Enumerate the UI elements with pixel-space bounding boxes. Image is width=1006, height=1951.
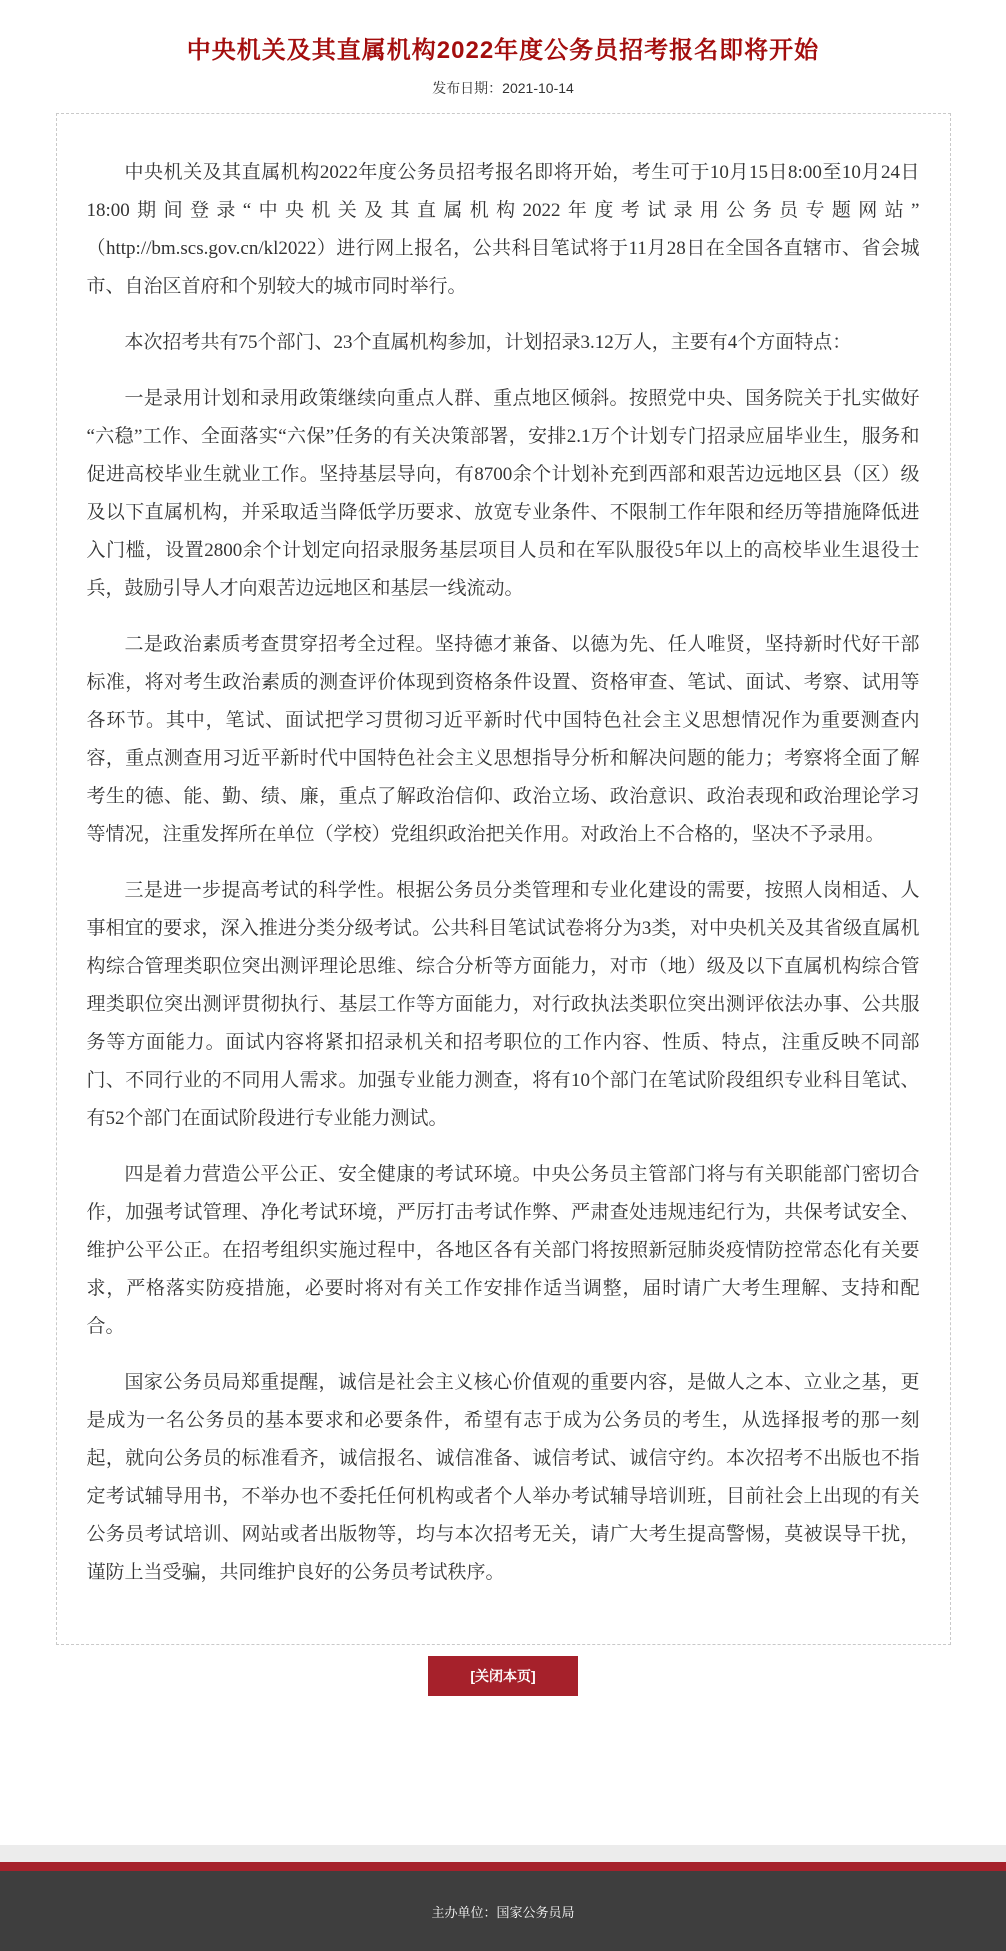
page-title: 中央机关及其直属机构2022年度公务员招考报名即将开始 bbox=[186, 37, 820, 64]
article-paragraph: 国家公务员局郑重提醒，诚信是社会主义核心价值观的重要内容，是做人之本、立业之基，更是成为一名公务员的基本要求和必要条件，希望有志于成为公务员的考生，从选择报考的那一刻起，就向公务员的标准看齐，诚信报名、诚信准备、诚信考试、诚信守约。本次招考不出版也不指定考试辅导用书，不举办也不委托任何机构或者个人举办考试辅导培训班，目前社会上出现的有关公务员考试培训、网站或者出版物等，均与本次招考无关，请广大考生提高警惕，莫被误导干扰，谨防上当受骗，共同维护良好的公务员考试秩序。 bbox=[86, 1372, 920, 1583]
close-page-button[interactable]: [关闭本页] bbox=[428, 1656, 578, 1696]
article-paragraph: 二是政治素质考查贯穿招考全过程。坚持德才兼备、以德为先、任人唯贤，坚持新时代好干部标准，将对考生政治素质的测查评价体现到资格条件设置、资格审查、笔试、面试、考察、试用等各环节。其中，笔试、面试把学习贯彻习近平新时代中国特色社会主义思想情况作为重要测查内容，重点测查用习近平新时代中国特色社会主义思想指导分析和解决问题的能力；考察将全面了解考生的德、能、勤、绩、廉，重点了解政治信仰、政治立场、政治意识、政治表现和政治理论学习等情况，注重发挥所在单位（学校）党组织政治把关作用。对政治上不合格的，坚决不予录用。 bbox=[86, 634, 920, 845]
publish-date: 发布日期：2021-10-14 bbox=[432, 80, 574, 96]
article-paragraph: 本次招考共有75个部门、23个直属机构参加，计划招录3.12万人，主要有4个方面特点： bbox=[124, 332, 852, 353]
article-paragraph: 三是进一步提高考试的科学性。根据公务员分类管理和专业化建设的需要，按照人岗相适、人事相宜的要求，深入推进分类分级考试。公共科目笔试试卷将分为3类，对中央机关及其省级直属机构综合管理类职位突出测评理论思维、综合分析等方面能力，对市（地）级及以下直属机构综合管理类职位突出测评贯彻执行、基层工作等方面能力，对行政执法类职位突出测评依法办事、公共服务等方面能力。面试内容将紧扣招录机关和招考职位的工作内容、性质、特点，注重反映不同部门、不同行业的不同用人需求。加强专业能力测查，将有10个部门在笔试阶段组织专业科目笔试、有52个部门在面试阶段进行专业能力测试。 bbox=[86, 880, 920, 1129]
footer-organizer: 主办单位：国家公务员局 bbox=[431, 1904, 575, 1920]
footer-gray-divider bbox=[0, 1845, 1006, 1862]
article-paragraph: 中央机关及其直属机构2022年度公务员招考报名即将开始，考生可于10月15日8:00至10月24日18:00期间登录“中央机关及其直属机构2022年度考试录用公务员专题网站”（http://bm.scs.gov.cn/kl2022）进行网上报名，公共科目笔试将于11月28日在全国各直辖市、省会城市、自治区首府和个别较大的城市同时举行。 bbox=[86, 162, 920, 297]
page-footer bbox=[0, 1871, 1006, 1951]
article-paragraph: 一是录用计划和录用政策继续向重点人群、重点地区倾斜。按照党中央、国务院关于扎实做好“六稳”工作、全面落实“六保”任务的有关决策部署，安排2.1万个计划专门招录应届毕业生，服务和促进高校毕业生就业工作。坚持基层导向，有8700余个计划补充到西部和艰苦边远地区县（区）级及以下直属机构，并采取适当降低学历要求、放宽专业条件、不限制工作年限和经历等措施降低进入门槛，设置2800余个计划定向招录服务基层项目人员和在军队服役5年以上的高校毕业生退役士兵，鼓励引导人才向艰苦边远地区和基层一线流动。 bbox=[86, 388, 920, 599]
footer-red-divider bbox=[0, 1862, 1006, 1871]
article-paragraph: 四是着力营造公平公正、安全健康的考试环境。中央公务员主管部门将与有关职能部门密切合作，加强考试管理、净化考试环境，严厉打击考试作弊、严肃查处违规违纪行为，共保考试安全、维护公平公正。在招考组织实施过程中，各地区各有关部门将按照新冠肺炎疫情防控常态化有关要求，严格落实防疫措施，必要时将对有关工作安排作适当调整，届时请广大考生理解、支持和配合。 bbox=[86, 1164, 920, 1337]
article-content-box bbox=[56, 113, 951, 1645]
